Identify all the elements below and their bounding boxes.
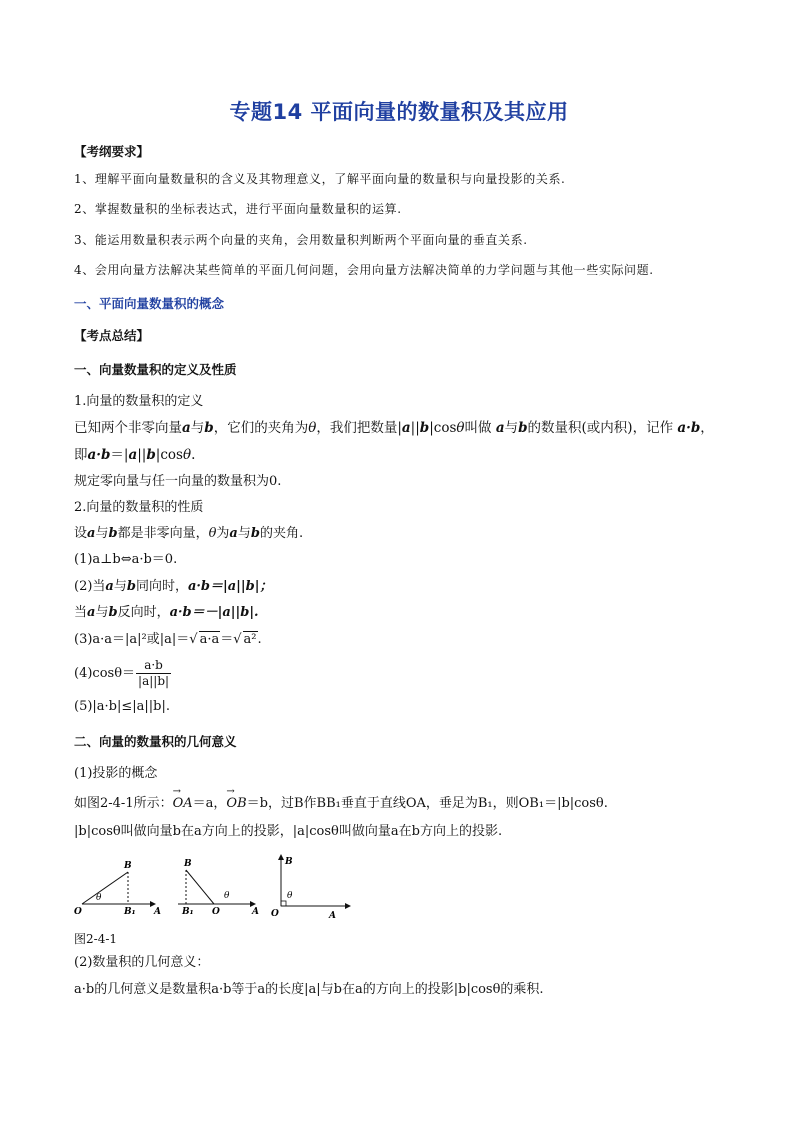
svg-text:O: O [271, 909, 279, 920]
property-3: (3)a·a＝|a|²或|a|＝√ a·a＝√ a². [74, 632, 262, 648]
label-a: A [154, 907, 161, 918]
requirement-item: 3、能运用数量积表示两个向量的夹角，会用数量积判断两个平面向量的垂直关系. [74, 232, 528, 247]
label-b1: B₁ [124, 907, 136, 918]
requirements-list [74, 172, 724, 278]
requirement-item: 2、掌握数量积的坐标表达式，进行平面向量数量积的运算. [74, 202, 402, 217]
definition-formula: 即a·b＝|a||b|cosθ. [74, 446, 196, 463]
svg-text:θ: θ [287, 891, 293, 902]
page-title: 专题14 平面向量的数量积及其应用 [229, 100, 569, 124]
svg-text:O: O [212, 907, 220, 918]
property-intro: 设a与b都是非零向量，θ为a与b的夹角. [74, 526, 304, 542]
subsection-heading: 二、向量的数量积的几何意义 [74, 733, 237, 749]
section-heading: 一、平面向量数量积的概念 [74, 295, 225, 311]
svg-text:B: B [184, 859, 192, 870]
zero-vector-rule: 规定零向量与任一向量的数量积为0. [74, 473, 282, 489]
svg-text:A: A [252, 907, 259, 918]
summary-tag: 【考点总结】 [74, 327, 150, 343]
figure-caption: 图2-4-1 [74, 932, 118, 947]
projection-heading: (1)投影的概念 [74, 765, 158, 781]
property-heading: 2.向量的数量积的性质 [74, 499, 204, 515]
geometric-meaning: a·b的几何意义是数量积a·b等于a的长度|a|与b在a的方向上的投影|b|cosθ的乘积. [74, 981, 544, 997]
syllabus-tag: 【考纲要求】 [74, 144, 150, 159]
property-5: (5)|a·b|≤|a||b|. [74, 699, 170, 715]
projection-figure-right [269, 854, 359, 922]
projection-definition: |b|cosθ叫做向量b在a方向上的投影，|a|cosθ叫做向量a在b方向上的投影. [74, 824, 503, 840]
requirement-item: 1、理解平面向量数量积的含义及其物理意义，了解平面向量的数量积与向量投影的关系. [74, 172, 566, 186]
definition-text: 已知两个非零向量a与b，它们的夹角为θ，我们把数量|a||b|cosθ叫做 a与b的数量积(或内积)，记作 a·b， [74, 419, 714, 436]
projection-figure-obtuse [174, 854, 264, 918]
svg-text:A: A [329, 911, 336, 922]
subsection-heading: 一、向量数量积的定义及性质 [74, 361, 237, 377]
svg-text:B: B [285, 857, 293, 868]
property-2a: (2)当a与b同向时，a·b＝|a||b|； [74, 578, 273, 594]
label-o: O [74, 907, 82, 918]
projection-text: 如图2-4-1所示：→ OA＝a，→ OB＝b，过B作BB₁垂直于直线OA，垂足为B₁，则OB₁＝|b|cosθ. [74, 796, 724, 812]
property-2b: 当a与b反向时，a·b＝－|a||b|. [74, 604, 259, 620]
label-b: B [124, 861, 132, 872]
geometric-heading: (2)数量积的几何意义： [74, 955, 210, 971]
requirement-item: 4、会用向量方法解决某些简单的平面几何问题，会用向量方法解决简单的力学问题与其他一些实际问题. [74, 263, 654, 278]
property-4: (4)cosθ＝ $\frac{a\cdot b}{|a||b|}$ [74, 658, 170, 689]
svg-text:B₁: B₁ [182, 907, 194, 918]
label-theta: θ [96, 893, 102, 904]
figure-2-4-1 [74, 854, 724, 924]
projection-figure-acute [74, 854, 164, 918]
property-1: (1)a⊥b⇔a·b＝0. [74, 552, 178, 568]
svg-text:θ: θ [224, 891, 230, 902]
cos-fraction: $\frac{a\cdot b}{|a||b|}$ [138, 658, 170, 689]
definition-heading: 1.向量的数量积的定义 [74, 393, 204, 409]
document-page [74, 96, 724, 1008]
